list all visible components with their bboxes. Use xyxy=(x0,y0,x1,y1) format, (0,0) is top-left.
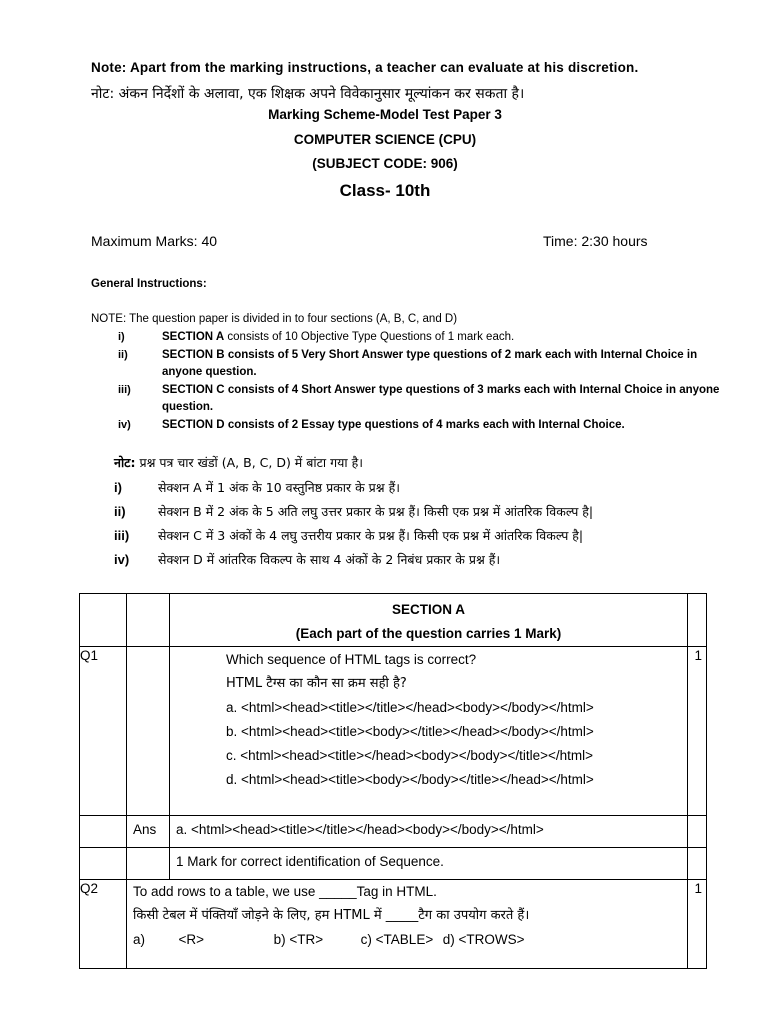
instruction-item-3 xyxy=(162,382,722,416)
hindi-note-intro: प्रश्न पत्र चार खंडों (A, B, C, D) में बांटा गया है। xyxy=(139,455,364,470)
instruction-lead: SECTION B xyxy=(162,349,225,361)
hindi-item-2: सेक्शन B में 2 अंक के 5 अति लघु उत्तर प्रकार के प्रश्न हैं। किसी एक प्रश्न में आंतरिक विकल्प है| xyxy=(158,504,594,519)
exam-time: Time: 2:30 hours xyxy=(543,233,648,249)
instruction-num-2: ii) xyxy=(118,349,128,361)
hindi-num-1: i) xyxy=(114,480,122,495)
q2-row xyxy=(80,880,707,969)
answer-label: Ans xyxy=(133,822,157,837)
q2-options xyxy=(133,928,687,952)
instruction-text: consists of 5 Very Short Answer type questions of 2 mark each with Internal Choice in anyone question. xyxy=(162,349,698,378)
instruction-lead: SECTION A xyxy=(162,331,225,343)
hindi-item-1: सेक्शन A में 1 अंक के 10 वस्तुनिष्ठ प्रकार के प्रश्न हैं। xyxy=(158,480,400,495)
instruction-item-4 xyxy=(162,417,722,434)
q1-option-c: c. <html><head><title></head><body></body></title></html> xyxy=(226,748,594,763)
q1-option-b: b. <html><head><title><body></title></head></body></html> xyxy=(226,724,594,739)
q1-option-a: a. <html><head><title></title></head><body></body></html> xyxy=(226,700,594,715)
instruction-num-4: iv) xyxy=(118,419,131,431)
hindi-num-3: iii) xyxy=(114,528,130,543)
hindi-item-3: सेक्शन C में 3 अंकों के 4 लघु उत्तरीय प्रकार के प्रश्न हैं। किसी एक प्रश्न में आंतरिक विकल्प है| xyxy=(158,528,584,543)
q2-option-a-label: a) xyxy=(133,932,146,947)
q2-question-en: To add rows to a table, we use _____Tag in HTML. xyxy=(133,884,437,899)
q1-number: Q1 xyxy=(80,648,99,663)
section-title: SECTION A xyxy=(391,602,465,617)
instruction-text: consists of 2 Essay type questions of 4 marks each with Internal Choice. xyxy=(224,419,625,431)
question-table xyxy=(79,593,707,969)
q1-question-en: Which sequence of HTML tags is correct? xyxy=(226,652,477,667)
q2-option-d: d) <TROWS> xyxy=(442,932,525,947)
q2-option-a: <R> xyxy=(178,932,205,947)
q1-answer: a. <html><head><title></title></head><body></body></html> xyxy=(176,822,544,837)
maximum-marks: Maximum Marks: 40 xyxy=(91,233,218,249)
q2-option-b: b) <TR> xyxy=(273,932,324,947)
q1-marking-note: 1 Mark for correct identification of Sequence. xyxy=(176,854,444,869)
instruction-lead: SECTION D xyxy=(162,419,225,431)
subject-title: COMPUTER SCIENCE (CPU) xyxy=(293,132,477,147)
general-instructions-title: General Instructions: xyxy=(91,278,207,290)
instruction-item-2 xyxy=(162,347,722,381)
instruction-item-1 xyxy=(162,329,722,346)
hindi-num-4: iv) xyxy=(114,552,130,567)
hindi-num-2: ii) xyxy=(114,504,126,519)
q2-number: Q2 xyxy=(80,881,99,896)
q1-answer-row xyxy=(80,816,707,848)
q2-marks: 1 xyxy=(694,881,702,896)
section-header-row xyxy=(80,594,707,647)
instruction-lead: SECTION C xyxy=(162,384,225,396)
instruction-text: consists of 10 Objective Type Questions of 1 mark each. xyxy=(224,331,515,343)
q1-marking-note-row xyxy=(80,848,707,880)
note-hindi: नोट: अंकन निर्देशों के अलावा, एक शिक्षक अपने विवेकानुसार मूल्यांकन कर सकता है। xyxy=(91,86,525,102)
q1-marks: 1 xyxy=(694,648,702,663)
hindi-item-4: सेक्शन D में आंतरिक विकल्प के साथ 4 अंकों के 2 निबंध प्रकार के प्रश्न हैं। xyxy=(158,552,501,567)
q1-row xyxy=(80,647,707,816)
scheme-title: Marking Scheme-Model Test Paper 3 xyxy=(268,107,502,122)
class-title: Class- 10th xyxy=(339,181,431,200)
hindi-note-line xyxy=(114,454,363,471)
subject-code: (SUBJECT CODE: 906) xyxy=(312,156,458,171)
hindi-note-label: नोट: xyxy=(114,455,136,470)
q2-option-c: c) <TABLE> xyxy=(360,932,434,947)
q2-question-hi: किसी टेबल में पंक्तियाँ जोड़ने के लिए, हम HTML में _____टैग का उपयोग करते हैं। xyxy=(133,908,530,923)
instruction-text: consists of 4 Short Answer type questions of 3 marks each with Internal Choice in anyone question. xyxy=(162,384,720,413)
note-english: Note: Apart from the marking instructions, a teacher can evaluate at his discretion. xyxy=(91,60,639,75)
instruction-num-3: iii) xyxy=(118,384,131,396)
section-subtitle: (Each part of the question carries 1 Mark) xyxy=(295,626,562,641)
q1-option-d: d. <html><head><title><body></body></title></head></html> xyxy=(226,772,594,787)
q1-question-hi: HTML टैग्स का कौन सा क्रम सही है? xyxy=(226,676,407,691)
instructions-intro: NOTE: The question paper is divided in to four sections (A, B, C, and D) xyxy=(91,313,458,325)
instruction-num-1: i) xyxy=(118,331,125,343)
